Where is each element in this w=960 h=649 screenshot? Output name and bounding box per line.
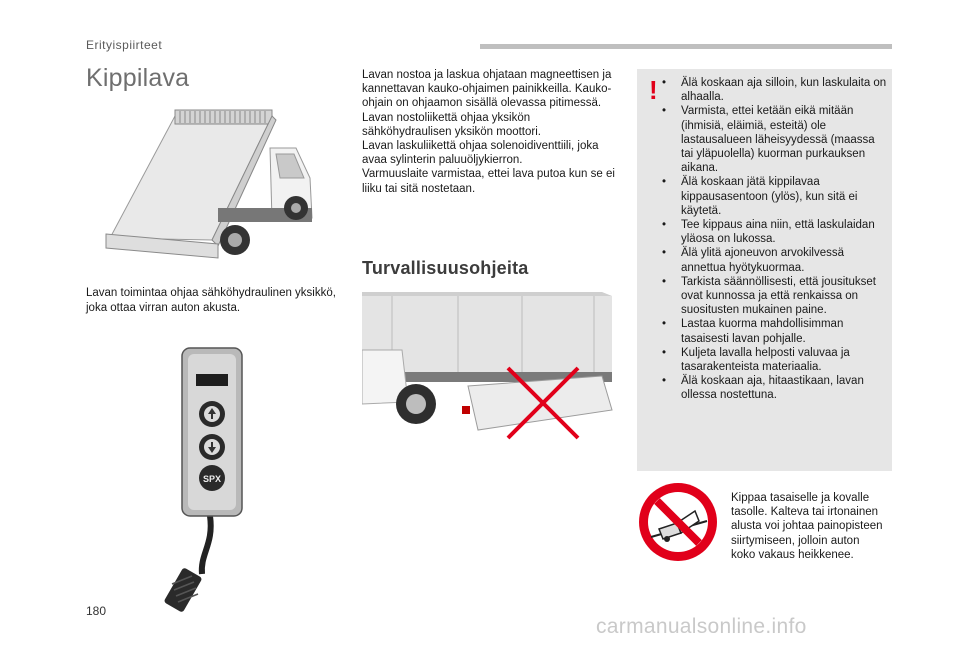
no-slope-tipping-icon bbox=[637, 481, 719, 563]
list-item: • Varmista, ettei ketään eikä mitään (ihmisiä, eläimiä, esteitä) ole lastausalueen läheisyydessä (maassa tai yläpuolella) kuorman purkauksen aikana. bbox=[655, 104, 890, 175]
warning-icon: ! bbox=[649, 75, 658, 105]
remote-control-illustration bbox=[164, 344, 246, 616]
list-item: • Älä koskaan jätä kippilavaa kippausasentoon (ylös), kun sitä ei käytetä. bbox=[655, 175, 890, 218]
list-item: • Älä koskaan aja silloin, kun laskulaita on alhaalla. bbox=[655, 76, 890, 104]
list-item: • Tarkista säännöllisesti, että jousitukset ovat kunnossa ja että renkaissa on suositusten mukainen paine. bbox=[655, 275, 890, 318]
tilt-note: Kippaa tasaiselle ja kovalle tasolle. Kalteva tai irtonainen alusta voi johtaa painopisteen siirtymiseen, jolloin auton koko vakaus heikkenee. bbox=[731, 492, 883, 561]
list-item: • Lastaa kuorma mahdollisimman tasaisesti lavan pohjalle. bbox=[655, 317, 890, 345]
intro-caption: Lavan toimintaa ohjaa sähköhydraulinen yksikkö, joka ottaa virran auton akusta. bbox=[86, 287, 336, 314]
safety-list bbox=[655, 76, 890, 403]
list-item: • Älä koskaan aja, hitaastikaan, lavan ollessa nostettuna. bbox=[655, 374, 890, 402]
header-rule bbox=[480, 44, 892, 49]
page-title: Kippilava bbox=[86, 64, 190, 92]
safety-heading: Turvallisuusohjeita bbox=[362, 258, 529, 278]
watermark: carmanualsonline.info bbox=[596, 615, 807, 638]
description-text bbox=[362, 68, 620, 196]
page-number: 180 bbox=[86, 604, 107, 618]
description-paragraph: Lavan nostoliikettä ohjaa yksikön sähköhydraulisen yksikön moottori. bbox=[362, 111, 541, 138]
description-paragraph: Lavan nostoa ja laskua ohjataan magneettisen ja kannettavan kauko-ohjaimen painikkeilla. Kauko-ohjain on ohjaamon sisällä olevassa pitimessä. bbox=[362, 69, 612, 110]
section-label: Erityispiirteet bbox=[86, 38, 163, 52]
description-paragraph: Varmuuslaite varmistaa, ettei lava putoa kun se ei liiku tai sitä nostetaan. bbox=[362, 168, 615, 195]
tipper-truck-illustration bbox=[100, 108, 328, 270]
description-paragraph: Lavan laskuliikettä ohjaa solenoidiventtiili, joka avaa sylinterin paluuöljykierron. bbox=[362, 140, 599, 167]
list-item: • Kuljeta lavalla helposti valuvaa ja tasarakenteista materiaalia. bbox=[655, 346, 890, 374]
remote-logo: SPX bbox=[202, 474, 222, 484]
list-item: • Tee kippaus aina niin, että laskulaidan yläosa on lukossa. bbox=[655, 218, 890, 246]
list-item: • Älä ylitä ajoneuvon arvokilvessä annettua hyötykuormaa. bbox=[655, 246, 890, 274]
prohibited-driving-illustration bbox=[362, 290, 624, 450]
